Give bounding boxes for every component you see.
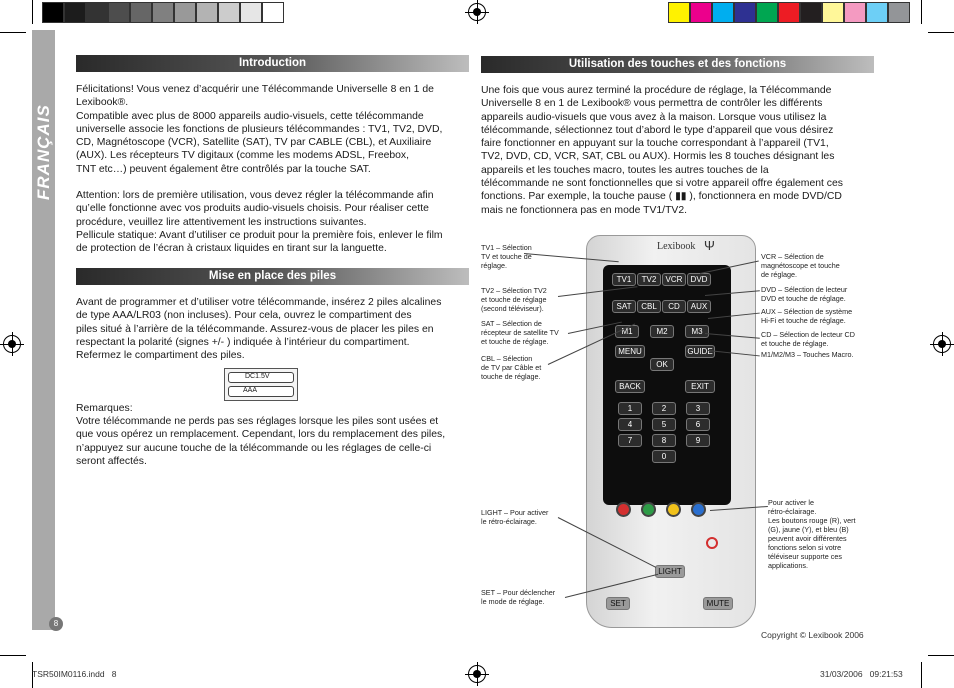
label-dvd: DVD – Sélection de lecteur DVD et touche de réglage. xyxy=(761,285,848,303)
remote-button: M1 xyxy=(615,325,639,338)
remote-button: GUIDE xyxy=(685,345,715,358)
process-color-swatch xyxy=(866,2,888,23)
remote-brand-logo: Lexibook xyxy=(657,241,696,252)
remote-button: 1 xyxy=(618,402,642,415)
remote-button: LIGHT xyxy=(655,565,685,578)
crop-mark xyxy=(928,32,954,33)
footer-timestamp: 31/03/2006 09:21:53 xyxy=(820,669,903,679)
crop-mark xyxy=(921,662,922,688)
label-cd: CD – Sélection de lecteur CD et touche de réglage. xyxy=(761,330,855,348)
section-header-introduction: Introduction xyxy=(76,55,469,72)
power-button xyxy=(706,537,718,549)
intro-paragraph: Félicitations! Vous venez d’acquérir une Télécommande Universelle 8 en 1 de Lexibook®. Compatible avec plus de 8000 appareils audio-visuels, cette télécommande universelle associe les fonctions de plusieurs télécommandes : TV1, TV2, DVD, CD, Magnétoscope (VCR), Satellite (SAT), TV par CABLE (CBL), et Auxiliaire (AUX). Les récepteurs TV digitaux (comme les modems ADSL, Freebox, TNT etc…) peuvent également être contrôlés par la touche SAT. xyxy=(76,84,443,175)
label-cbl: CBL – Sélection de TV par Câble et touche de réglage. xyxy=(481,354,542,381)
remote-button: 2 xyxy=(652,402,676,415)
remote-button: CBL xyxy=(637,300,661,313)
remote-button: CD xyxy=(662,300,686,313)
remarks-title: Remarques: xyxy=(76,403,133,414)
language-label: FRANÇAIS xyxy=(34,104,53,200)
label-vcr: VCR – Sélection de magnétoscope et touche de réglage. xyxy=(761,252,840,279)
remote-button: SAT xyxy=(612,300,636,313)
label-color-buttons: Pour activer le rétro-éclairage. Les boutons rouge (R), vert (G), jaune (Y), et bleu (B) peuvent avoir différentes fonctions selon si votre téléviseur supporte ces applications. xyxy=(768,498,856,570)
remote-button: 0 xyxy=(652,450,676,463)
red-button xyxy=(616,502,631,517)
functions-paragraph: Une fois que vous aurez terminé la procédure de réglage, la Télécommande Universelle 8 en 1 de Lexibook® vous permettra de contrôler les différents appareils audio-visuels que vous avez à la maison. Lorsque vous utilisez la télécommande, sélectionnez tout d’abord le type d’appareil que vous désirez faire fonctionner en appuyant sur la touche correspondant à l’appareil (TV1, TV2, DVD, CD, VCR, SAT, CBL ou AUX). Hormis les 8 touches désignant les appareils et les touches macro, toutes les autres touches de la télécommande ne sont fonctionnelles que si votre appareil offre également ces fonctions. Par exemple, la touche pause ( ▮▮ ), fonctionnera en mode DVD/CD mais ne fonctionnera pas en mode TV1/TV2. xyxy=(481,85,843,216)
remote-button: VCR xyxy=(662,273,686,286)
remote-button: 8 xyxy=(652,434,676,447)
label-tv2: TV2 – Sélection TV2 et touche de réglage (second téléviseur). xyxy=(481,286,547,313)
crop-mark xyxy=(0,655,26,656)
remote-button: DVD xyxy=(687,273,711,286)
process-color-swatch xyxy=(668,2,690,23)
process-color-swatch xyxy=(690,2,712,23)
gray-swatch xyxy=(130,2,152,23)
batteries-paragraph: Avant de programmer et d’utiliser votre télécommande, insérez 2 piles alcalines de type AAA/LR03 (non incluses). Pour cela, ouvrez le compartiment des piles situé à l’arrière de la télécommande. Assurez-vous de placer les piles en respectant la polarité (signes +/- ) indiquée à l’intérieur du compartiment. Refermez le compartiment des piles. xyxy=(76,297,442,362)
section-header-functions: Utilisation des touches et des fonctions xyxy=(481,56,874,73)
battery-bottom-label: AAA xyxy=(243,387,258,394)
remote-button: AUX xyxy=(687,300,711,313)
registration-mark-icon xyxy=(3,335,21,353)
battery-top-label: DC1.5V xyxy=(245,373,270,380)
crop-mark xyxy=(921,0,922,24)
gray-swatch xyxy=(240,2,262,23)
gray-swatch xyxy=(152,2,174,23)
remote-button: TV2 xyxy=(637,273,661,286)
crop-mark xyxy=(928,655,954,656)
remote-button: BACK xyxy=(615,380,645,393)
remote-button: 6 xyxy=(686,418,710,431)
process-color-swatch xyxy=(734,2,756,23)
label-light: LIGHT – Pour activer le rétro-éclairage. xyxy=(481,508,549,526)
section-header-batteries: Mise en place des piles xyxy=(76,268,469,285)
crop-mark xyxy=(32,0,33,24)
gray-swatch xyxy=(86,2,108,23)
remote-button: 7 xyxy=(618,434,642,447)
remote-button: MUTE xyxy=(703,597,733,610)
yellow-button xyxy=(666,502,681,517)
gray-swatch xyxy=(64,2,86,23)
remarks-paragraph: Votre télécommande ne perds pas ses réglages lorsque les piles sont usées et que vous opérez un remplacement. Cependant, lors du remplacement des piles, n’appuyez sur aucune touche de la télécommande ou les réglages de celle-ci seront affectés. xyxy=(76,416,446,467)
remote-button: M2 xyxy=(650,325,674,338)
remote-button: SET xyxy=(606,597,630,610)
process-color-swatch xyxy=(844,2,866,23)
process-color-swatch xyxy=(888,2,910,23)
process-color-swatch xyxy=(800,2,822,23)
battery-bottom xyxy=(228,386,294,397)
remote-button: TV1 xyxy=(612,273,636,286)
remote-button: M3 xyxy=(685,325,709,338)
process-color-swatch xyxy=(712,2,734,23)
registration-mark-icon xyxy=(468,665,486,683)
gray-swatch xyxy=(262,2,284,23)
remote-button: OK xyxy=(650,358,674,371)
remote-button: 5 xyxy=(652,418,676,431)
attention-paragraph: Attention: lors de première utilisation, vous devez régler la télécommande afin qu’elle fonctionne avec vos produits audio-visuels choisis. Pour réaliser cette procédure, veuillez lire attentivement les instructions suivantes. Pellicule statique: Avant d’utiliser ce produit pour la première fois, enlever le film de protection de l’écran à cristaux liquides en tirant sur la languette. xyxy=(76,190,443,255)
label-sat: SAT – Sélection de récepteur de satellite TV et touche de réglage. xyxy=(481,319,559,346)
gray-swatch xyxy=(218,2,240,23)
copyright-text: Copyright © Lexibook 2006 xyxy=(761,630,864,640)
gray-swatch xyxy=(108,2,130,23)
label-tv1: TV1 – Sélection TV et touche de réglage. xyxy=(481,243,532,270)
label-aux: AUX – Sélection de système Hi-Fi et touche de réglage. xyxy=(761,307,853,325)
footer-file-info: TSR50IM0116.indd 8 xyxy=(32,669,117,679)
registration-mark-icon xyxy=(933,335,951,353)
remote-button: 3 xyxy=(686,402,710,415)
remote-button: 9 xyxy=(686,434,710,447)
process-color-swatch xyxy=(822,2,844,23)
gray-swatch xyxy=(196,2,218,23)
gray-swatch xyxy=(42,2,64,23)
blue-button xyxy=(691,502,706,517)
label-macro: M1/M2/M3 – Touches Macro. xyxy=(761,350,854,359)
gray-swatch xyxy=(174,2,196,23)
page-number: 8 xyxy=(49,617,63,631)
process-color-swatch xyxy=(778,2,800,23)
label-set: SET – Pour déclencher le mode de réglage. xyxy=(481,588,556,606)
registration-mark-icon xyxy=(468,3,486,21)
green-button xyxy=(641,502,656,517)
antenna-icon: Ψ xyxy=(704,238,715,253)
process-color-swatch xyxy=(756,2,778,23)
remote-button: MENU xyxy=(615,345,645,358)
remote-button: 4 xyxy=(618,418,642,431)
crop-mark xyxy=(0,32,26,33)
remote-button: EXIT xyxy=(685,380,715,393)
battery-diagram xyxy=(224,368,298,401)
